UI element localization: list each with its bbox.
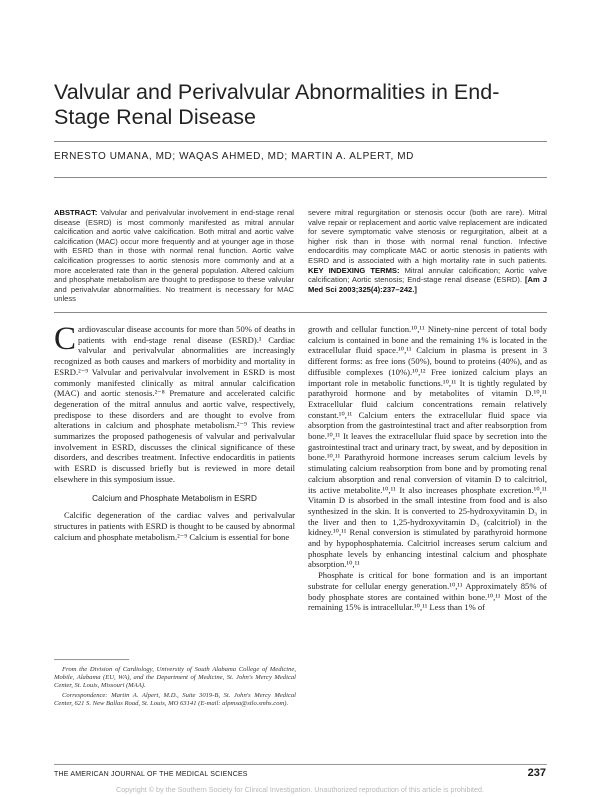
footnote-rule: [54, 659, 129, 660]
copyright-notice: Copyright © by the Southern Society for Clinical Investigation. Unauthorized reproduction of this article is prohibited.: [115, 785, 485, 794]
footnotes: [54, 666, 296, 709]
abstract-right: [308, 208, 547, 294]
right-paragraph-2: Phosphate is critical for bone formation and is an important substrate for cellular energy generation.¹⁰,¹¹ Approximately 85% of body phosphate stores are contained within bone.¹⁰,¹¹ Most of the remaining 15% is intracellular.¹⁰,¹¹ Less than 1% of: [308, 570, 547, 613]
author-list: ERNESTO UMANA, MD; WAQAS AHMED, MD; MARTIN A. ALPERT, MD: [54, 151, 414, 162]
body-right-column: [308, 324, 547, 613]
intro-text: ardiovascular disease accounts for more than 50% of deaths in patients with end-stage renal disease (ESRD).¹ Cardiac valvular and perivalvular abnormalities are increasingly recognized as both causes and markers of morbidity and mortality in ESRD.²⁻⁹ Valvular and perivalvular involvement in ESRD is most commonly manifested clinically as mitral annular calcification (MAC) and aortic stenosis.²⁻⁸ Premature and accelerated calcific degeneration of the mitral annulus and aortic valve, respectively, predispose to these disorders and are thought to evolve from alterations in calcium and phosphate metabolism.²⁻⁹ This review summarizes the proposed pathogenesis of valvular and perivalvular involvement in ESRD, discusses the clinical significance of these disorders, and describes treatment. Infective endocarditis in patients with ESRD is discussed briefly but is reviewed in more detail elsewhere in this symposium issue.: [54, 324, 295, 484]
section-paragraph: Calcific degeneration of the cardiac valves and perivalvular structures in patients with ESRD is thought to be caused by abnormal calcium and phosphate metabolism.²⁻⁹ Calcium is essential for bone: [54, 510, 295, 542]
keywords-label: KEY INDEXING TERMS:: [308, 265, 400, 275]
correspondence-note: Correspondence: Martin A. Alpert, M.D., Suite 3019-B, St. John's Mercy Medical Center, 621 S. New Ballas Road, St. Louis, MO 63141 (E-mail: alpmsa@stlo.smhs.com).: [54, 691, 296, 707]
abstract-left: [54, 208, 294, 304]
right-paragraph-1: growth and cellular function.¹⁰,¹¹ Ninety-nine percent of total body calcium is contained in bone and the remaining 1% is located in the extracellular fluid space.¹⁰,¹¹ Calcium in plasma is present in 3 different forms: as free ions (50%), bound to proteins (40%), and as diffusible complexes (10%).¹⁰,¹² Free ionized calcium plays an important role in metabolic functions.¹⁰,¹¹ It is tightly regulated by parathyroid hormone and by metabolites of vitamin D.¹⁰,¹¹ Extracellular fluid calcium concentrations remain relatively constant.¹⁰,¹¹ Calcium enters the extracellular fluid space via absorption from the gastrointestinal tract and after reabsorption from bone.¹⁰,¹¹ It leaves the extracellular fluid space by secretion into the gastrointestinal tract and urinary tract, by sweat, and by deposition in bone.¹⁰,¹¹ Parathyroid hormone increases serum calcium levels by stimulating calcium reabsorption from bone and by promoting renal calcium absorption and renal conversion of vitamin D to calcitriol, its active metabolite.¹⁰,¹¹ It also increases phosphate excretion.¹⁰,¹¹ Vitamin D is absorbed in the small intestine from food and is also synthesized in the skin. It is converted to 25-hydroxyvitamin D₃ in the liver and then to 1,25-hydroxyvitamin D₃ (calcitriol) in the kidney.¹⁰,¹¹ Renal conversion is stimulated by parathyroid hormone and by hypophosphatemia. Calcitriol increases serum calcium and phosphate levels by enhancing intestinal calcium and phosphate absorption.¹⁰,¹¹: [308, 324, 547, 570]
footer-rule: [54, 764, 547, 765]
drop-cap: C: [54, 321, 77, 357]
page-number: 237: [527, 767, 546, 779]
keywords-text: Mitral annular calcification; Aortic valve calcification; Aortic stenosis; End-stage renal disease (ESRD).: [308, 265, 547, 285]
journal-name: THE AMERICAN JOURNAL OF THE MEDICAL SCIENCES: [54, 771, 248, 778]
section-heading: Calcium and Phosphate Metabolism in ESRD: [92, 493, 257, 503]
authors-rule: [54, 177, 547, 178]
body-left-column: [54, 321, 295, 542]
title-rule: [54, 141, 547, 142]
citation: [Am J Med Sci 2003;325(4):237–242.]: [308, 275, 547, 294]
abstract-text-right: severe mitral regurgitation or stenosis occur (both are rare). Mitral valve repair or replacement and aortic valve replacement are indicated for severe symptomatic valve stenosis or regurgitation, albeit at a higher risk than in those with normal renal function. Infective endocarditis may complicate MAC or aortic stenosis in patients with ESRD and is associated with a high mortality rate in such patients.: [308, 208, 547, 265]
affiliation-note: From the Division of Cardiology, University of South Alabama College of Medicine, Mobile, Alabama (EU, WA), and the Department of Medicine, St. John's Mercy Medical Center, St. Louis, Missouri (MAA).: [54, 666, 296, 690]
intro-paragraph: [54, 321, 295, 485]
article-title: Valvular and Perivalvular Abnormalities in End-Stage Renal Disease: [54, 80, 500, 129]
abstract-rule: [54, 312, 547, 313]
abstract-label: ABSTRACT:: [54, 208, 98, 217]
abstract-text-left: Valvular and perivalvular involvement in end-stage renal disease (ESRD) is most commonly manifested as mitral annular calcification and aortic valve calcification. Both mitral and aortic valve calcification (MAC) occur more frequently and at younger age in those with ESRD than in those with normal renal function. Aortic valve calcification progresses to aortic stenosis more commonly and at a more accelerated rate than in the general population. Altered calcium and phosphate metabolism are thought to predispose to these valvular and perivalvular abnormalities. No treatment is necessary for MAC unless: [54, 208, 294, 304]
